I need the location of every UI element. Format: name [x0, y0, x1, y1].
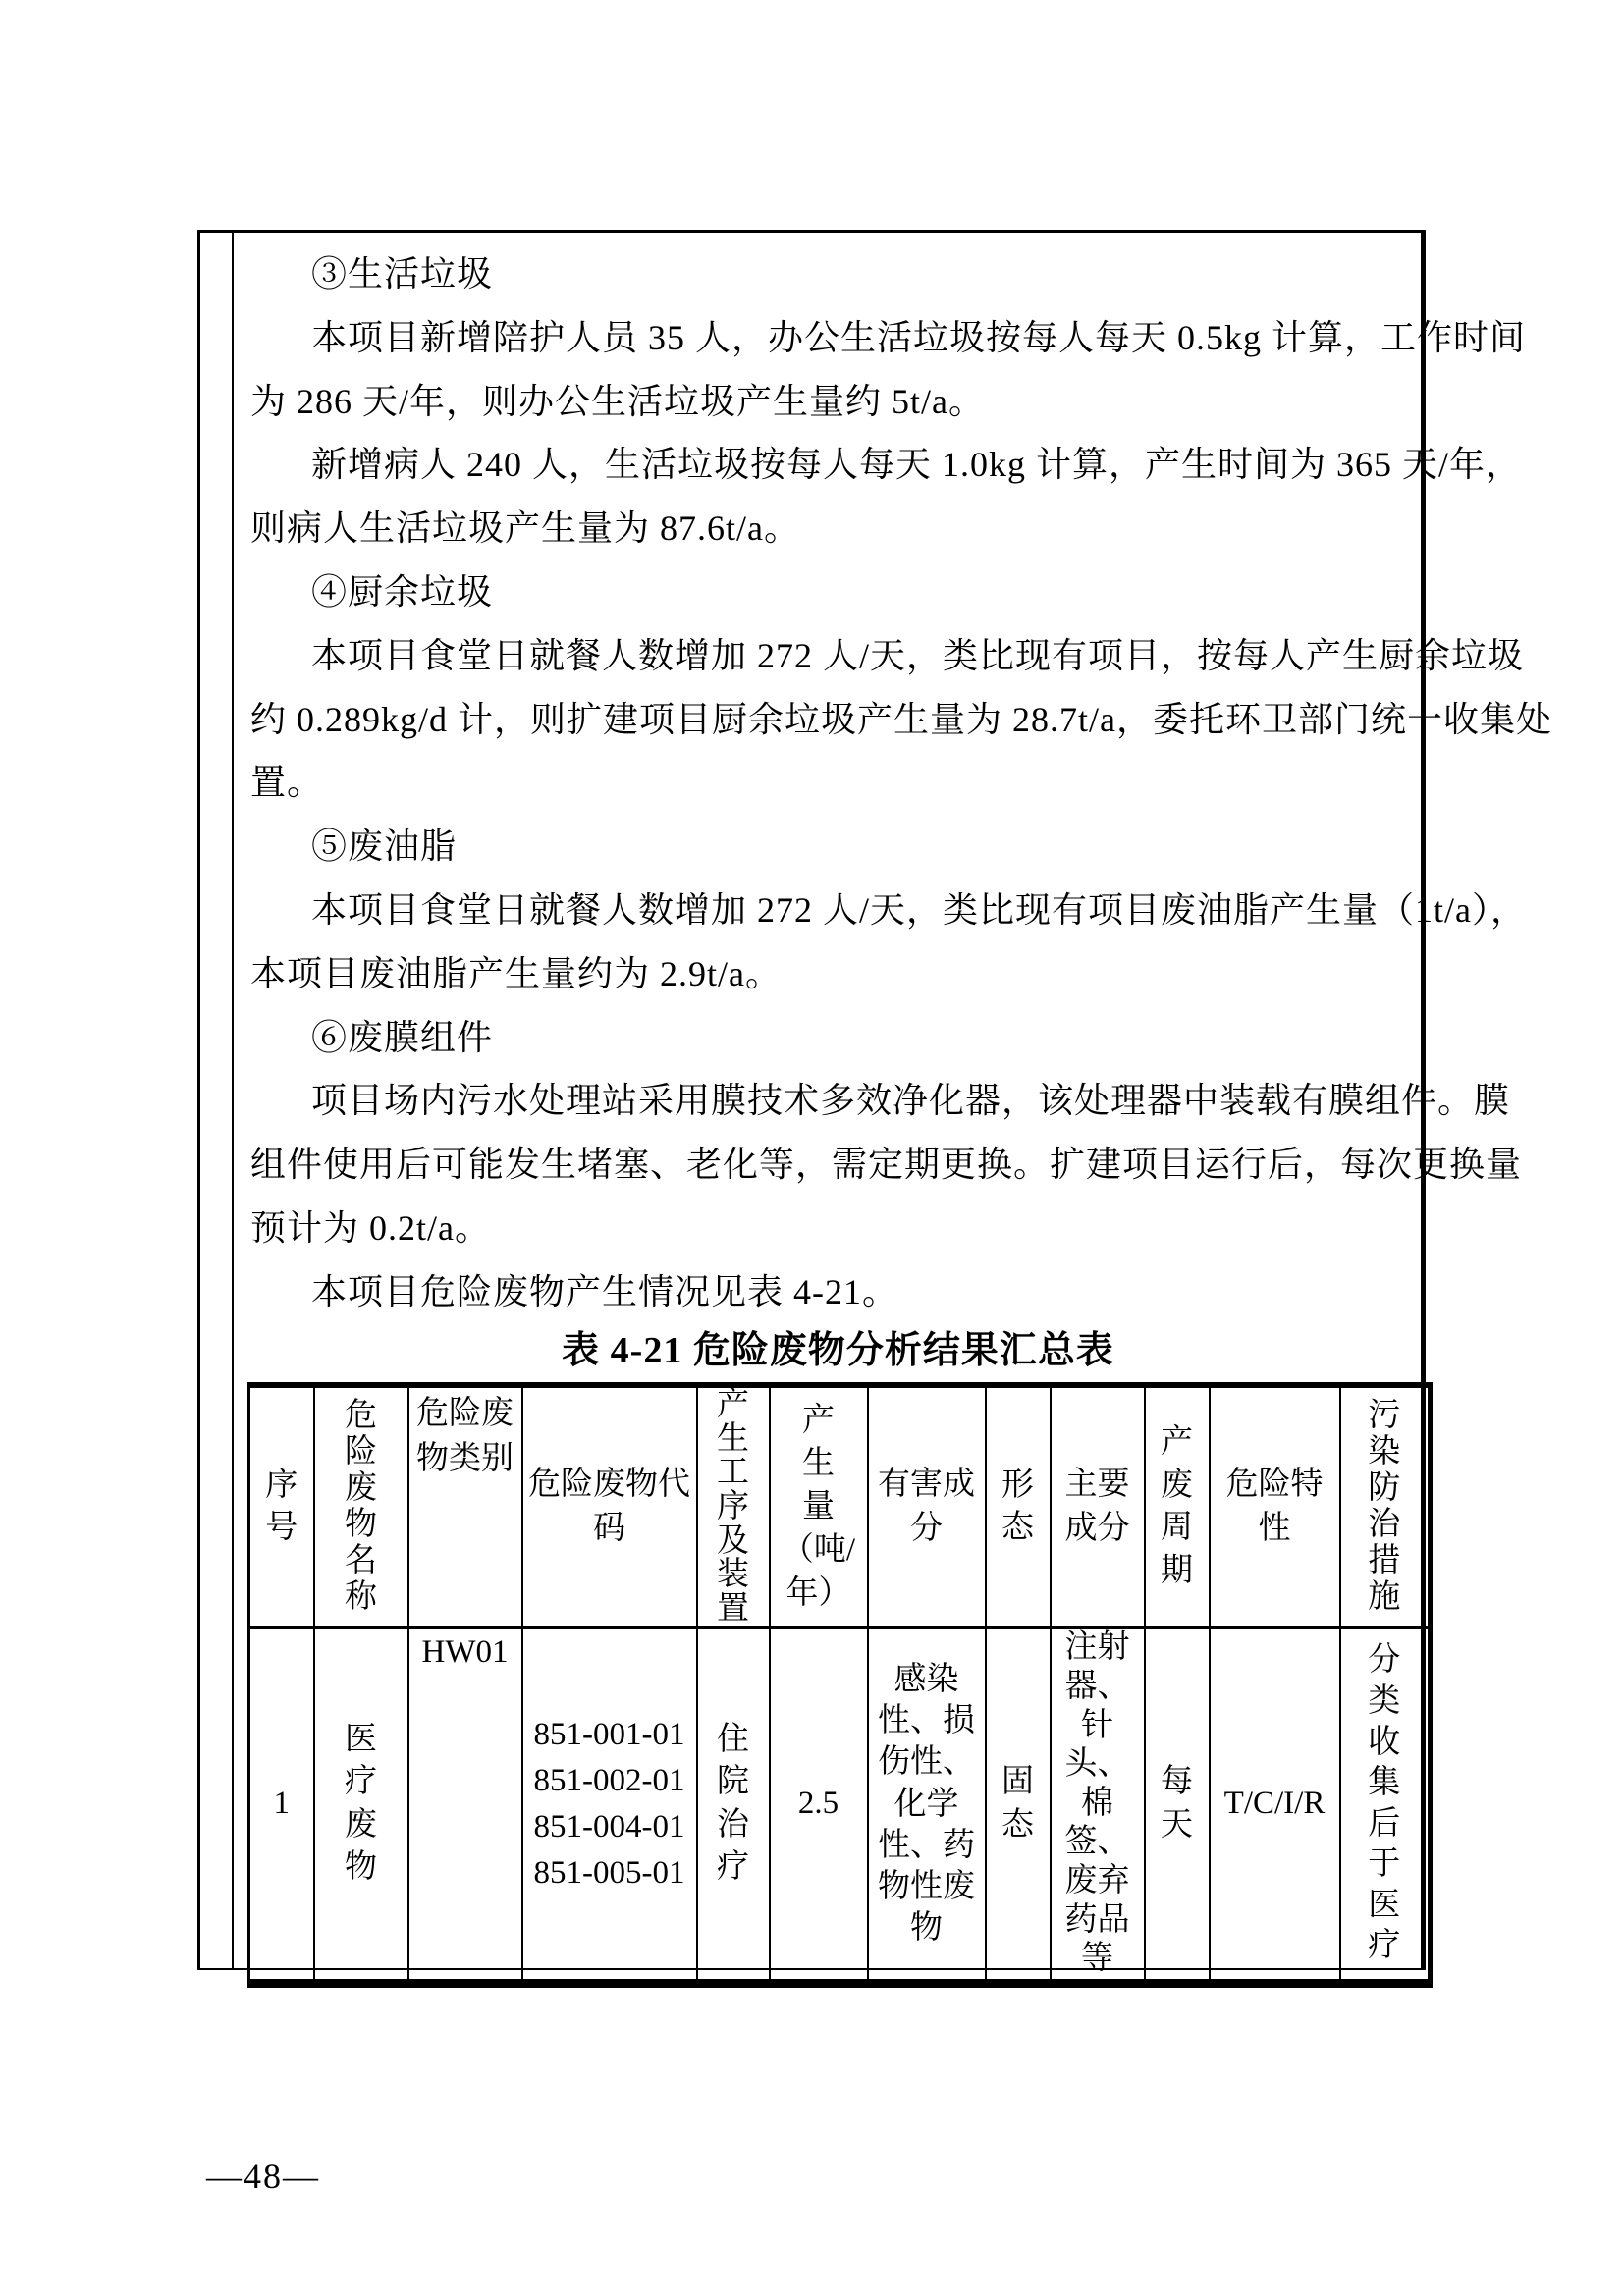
waste-code-line: 851-005-01: [533, 1854, 685, 1891]
cell-waste-code: [522, 1628, 697, 1983]
body-line: 预计为 0.2t/a。: [250, 1207, 491, 1248]
col-header-amount-label: [771, 1399, 867, 1615]
cell-cycle-value: 每天: [1161, 1764, 1193, 1842]
cell-seq: [249, 1628, 314, 1983]
cell-seq-value: 1: [273, 1786, 290, 1822]
col-header-cycle: [1145, 1385, 1210, 1628]
body-line: 约 0.289kg/d 计，则扩建项目厨余垃圾产生量为 28.7t/a，委托环卫部门统一收集处: [250, 699, 1552, 739]
col-header-waste-name-label: 危险废物名称: [345, 1398, 377, 1616]
col-header-waste-category: [408, 1385, 522, 1628]
col-header-form: [986, 1385, 1051, 1628]
body-line: ④厨余垃圾: [311, 571, 494, 612]
body-line: 本项目废油脂产生量约为 2.9t/a。: [250, 953, 782, 993]
col-header-hazard: [1210, 1385, 1340, 1628]
waste-code-line: 851-002-01: [533, 1762, 685, 1798]
cell-harmful: [868, 1628, 986, 1983]
col-header-harmful: [868, 1385, 986, 1628]
cell-amount-value: 2.5: [797, 1786, 839, 1822]
cell-amount: [770, 1628, 868, 1983]
amount-label-line: 年）: [785, 1575, 851, 1612]
body-line: ③生活垃圾: [311, 254, 494, 294]
body-line: 为 286 天/年，则办公生活垃圾产生量约 5t/a。: [250, 381, 985, 421]
col-header-process-label: 产生工序及装置: [717, 1387, 749, 1627]
col-header-waste-name: [314, 1385, 408, 1628]
col-header-measure: [1340, 1385, 1431, 1628]
waste-code-line: 851-004-01: [533, 1808, 685, 1844]
binding-margin-line: [232, 230, 234, 1970]
amount-label-line: 产: [802, 1403, 835, 1439]
body-line: 组件使用后可能发生堵塞、老化等，需定期更换。扩建项目运行后，每次更换量: [250, 1145, 1523, 1185]
cell-waste-code-value: [523, 1712, 696, 1896]
cell-waste-category: [408, 1628, 522, 1983]
cell-process-value: 住院治疗: [717, 1721, 749, 1886]
body-line: 项目场内污水处理站采用膜技术多效净化器，该处理器中装载有膜组件。膜: [311, 1081, 1511, 1121]
cell-hazard-value: T/C/I/R: [1223, 1786, 1326, 1822]
amount-label-line: 生: [802, 1446, 835, 1482]
body-line: 本项目食堂日就餐人数增加 272 人/天，类比现有项目废油脂产生量（1t/a），: [311, 889, 1527, 930]
cell-main: [1051, 1628, 1145, 1983]
body-line: ⑥废膜组件: [311, 1017, 494, 1057]
col-header-main: [1051, 1385, 1145, 1628]
col-header-seq-label: 序号: [265, 1467, 298, 1546]
col-header-waste-category-label: 危险废物类别: [416, 1396, 514, 1476]
body-text: [250, 242, 1552, 1324]
cell-waste-category-value: HW01: [421, 1634, 509, 1671]
body-line: 则病人生活垃圾产生量为 87.6t/a。: [250, 508, 800, 549]
amount-label-line: 量: [802, 1489, 835, 1525]
col-header-process: [697, 1385, 770, 1628]
cell-form-value: 固态: [1001, 1764, 1034, 1842]
col-header-waste-code-label: 危险废物代码: [528, 1466, 690, 1547]
cell-waste-name-value: 医疗废物: [345, 1721, 377, 1886]
cell-harmful-value: 感染性、损伤性、化学性、药物性废物: [877, 1661, 975, 1947]
col-header-hazard-label: 危险特性: [1225, 1466, 1324, 1547]
col-header-amount: [770, 1385, 868, 1628]
body-line: 本项目新增陪护人员 35 人，办公生活垃圾按每人每天 0.5kg 计算，工作时间: [311, 317, 1527, 357]
col-header-seq: [249, 1385, 314, 1628]
page-number: —48—: [206, 2157, 320, 2196]
hazardous-waste-table: [247, 1382, 1433, 1988]
col-header-waste-code: [522, 1385, 697, 1628]
cell-form: [986, 1628, 1051, 1983]
cell-process: [697, 1628, 770, 1983]
cell-measure: [1340, 1628, 1431, 1983]
col-header-main-label: 主要成分: [1064, 1466, 1130, 1547]
table-title: 表 4-21 危险废物分析结果汇总表: [562, 1330, 1114, 1371]
table-header-row: [249, 1385, 1431, 1628]
body-line: 本项目食堂日就餐人数增加 272 人/天，类比现有项目，按每人产生厨余垃圾: [311, 635, 1525, 675]
col-header-cycle-label: 产废周期: [1161, 1424, 1193, 1588]
cell-main-value: 注射器、针头、棉签、废弃药品等: [1064, 1629, 1130, 1977]
body-line: 本项目危险废物产生情况见表 4-21。: [311, 1271, 898, 1311]
cell-measure-value: 分类收集后于医疗: [1368, 1642, 1401, 1964]
col-header-measure-label: 污染防治措施: [1368, 1398, 1401, 1616]
cell-hazard: [1210, 1628, 1340, 1983]
cell-cycle: [1145, 1628, 1210, 1983]
amount-label-line: （吨/: [781, 1532, 856, 1569]
body-line: 新增病人 240 人，生活垃圾按每人每天 1.0kg 计算，产生时间为 365 天/年，: [311, 445, 1523, 485]
col-header-form-label: 形态: [1001, 1467, 1034, 1546]
waste-code-line: 851-001-01: [533, 1716, 685, 1752]
col-header-harmful-label: 有害成分: [878, 1466, 975, 1547]
cell-waste-name: [314, 1628, 408, 1983]
body-line: 置。: [250, 763, 324, 803]
table-data-row: [249, 1628, 1431, 1983]
body-line: ⑤废油脂: [311, 827, 458, 867]
